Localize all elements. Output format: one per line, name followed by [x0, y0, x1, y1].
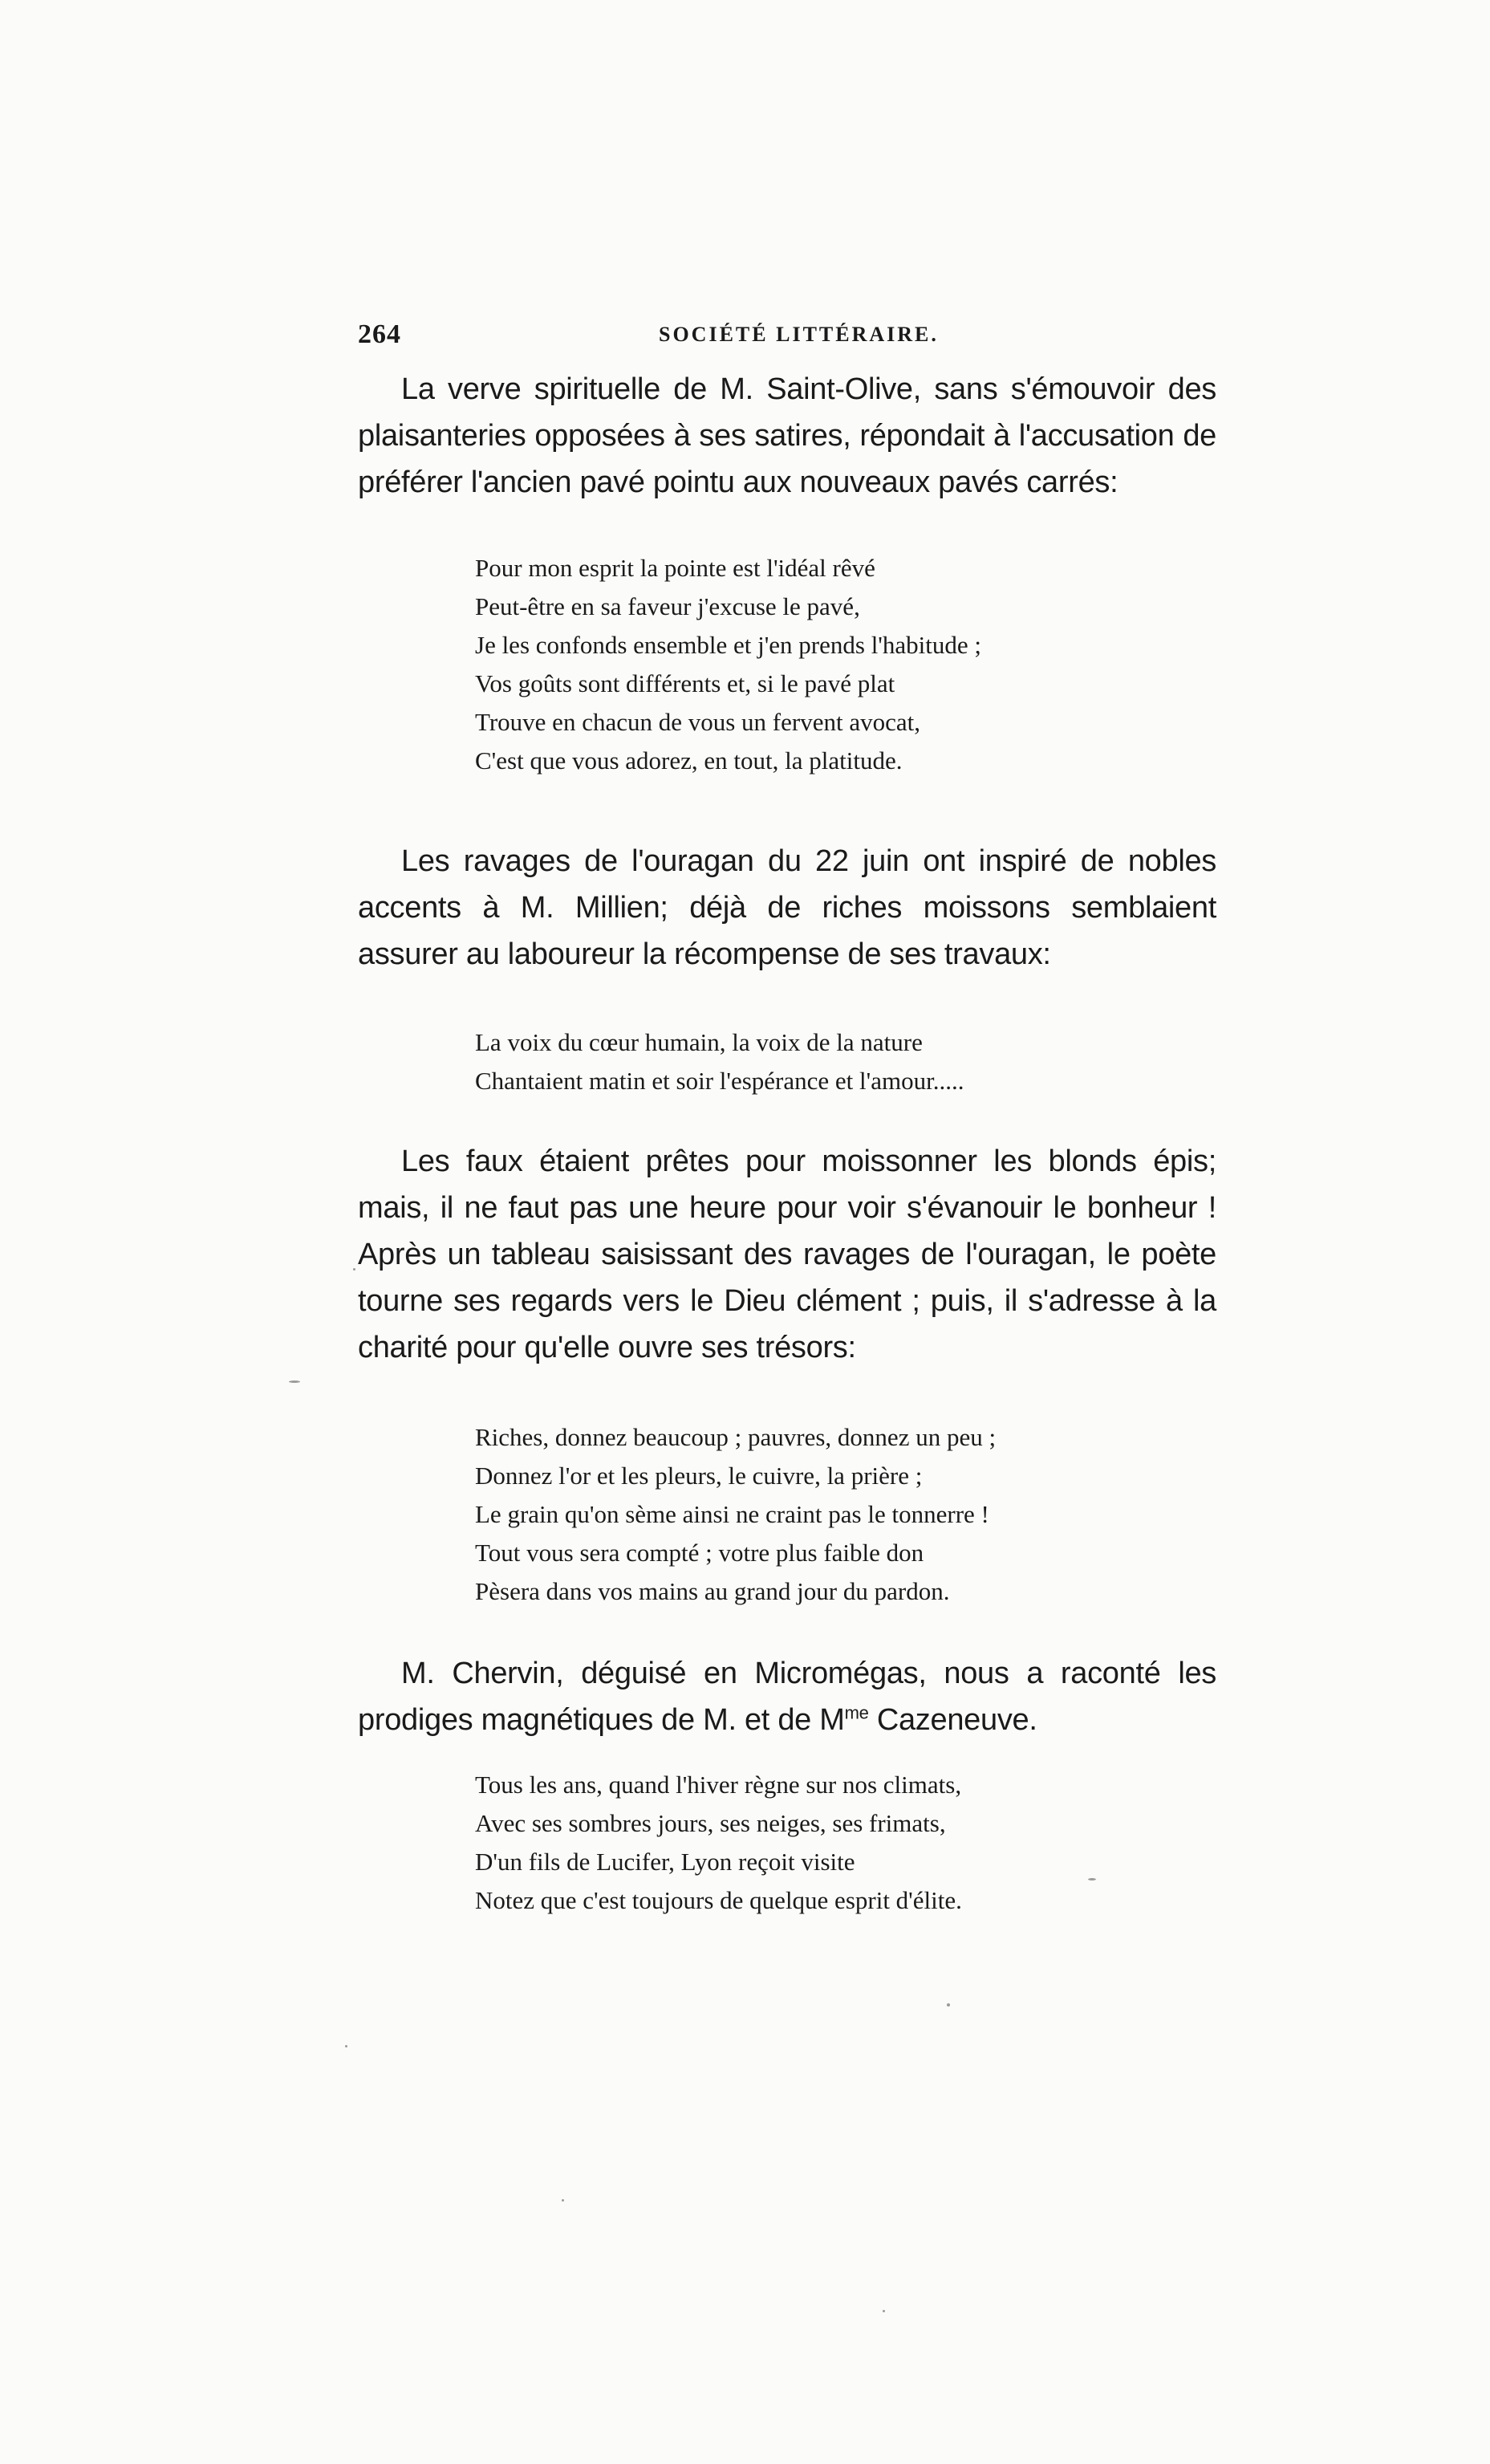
verse-block-nature: [475, 1023, 1165, 1100]
verse-line: Je les confonds ensemble et j'en prends l'habitude ;: [475, 631, 982, 659]
verse-line: C'est que vous adorez, en tout, la platitude.: [475, 746, 903, 775]
verse-line: Vos goûts sont différents et, si le pavé plat: [475, 669, 895, 697]
verse-block-lucifer: [475, 1766, 1165, 1920]
verse-block-charite: [475, 1418, 1165, 1611]
print-speck: [1088, 1878, 1096, 1881]
verse-line: Trouve en chacun de vous un fervent avocat,: [475, 708, 920, 736]
verse-line: La voix du cœur humain, la voix de la nature: [475, 1028, 923, 1056]
paragraph-saint-olive: La verve spirituelle de M. Saint-Olive, sans s'émouvoir des plaisanteries opposées à ses satires, répondait à l'accusation de préférer l'ancien pavé pointu aux nouveaux pavés carrés:: [358, 372, 1216, 499]
verse-line: Pèsera dans vos mains au grand jour du pardon.: [475, 1577, 950, 1605]
verse-line: Pour mon esprit la pointe est l'idéal rêvé: [475, 554, 875, 582]
print-speck: [345, 2045, 347, 2047]
verse-line: Donnez l'or et les pleurs, le cuivre, la prière ;: [475, 1462, 923, 1490]
verse-line: Tout vous sera compté ; votre plus faible don: [475, 1539, 924, 1567]
print-speck: [353, 1268, 355, 1271]
page-number: 264: [358, 319, 401, 349]
verse-line: Tous les ans, quand l'hiver règne sur nos climats,: [475, 1771, 962, 1799]
paragraph-ouragan: Les ravages de l'ouragan du 22 juin ont inspiré de nobles accents à M. Millien; déjà de riches moissons semblaient assurer au laboureur la récompense de ses travaux:: [358, 844, 1216, 971]
verse-line: Chantaient matin et soir l'espérance et l'amour.....: [475, 1067, 964, 1095]
verse-line: Le grain qu'on sème ainsi ne craint pas le tonnerre !: [475, 1500, 989, 1528]
paragraph-chervin: [358, 1650, 1216, 1743]
verse-line: Notez que c'est toujours de quelque esprit d'élite.: [475, 1886, 962, 1914]
print-speck: [562, 2199, 564, 2202]
paragraph-text: Cazeneuve.: [868, 1703, 1037, 1737]
print-speck: [883, 2310, 885, 2312]
paragraph-moisson: Les faux étaient prêtes pour moissonner les blonds épis; mais, il ne faut pas une heure pour voir s'évanouir le bonheur ! Après un tableau saisissant des ravages de l'ouragan, le poète tourne ses regards vers le Dieu clément ; puis, il s'adresse à la charité pour qu'elle ouvre ses trésors:: [358, 1145, 1216, 1364]
superscript: me: [844, 1702, 869, 1723]
page-header: [358, 319, 1216, 352]
verse-line: Riches, donnez beaucoup ; pauvres, donnez un peu ;: [475, 1423, 997, 1451]
print-speck: [289, 1380, 300, 1383]
print-speck: [947, 2003, 950, 2007]
paragraph-text: M. Chervin, déguisé en Micromégas, nous a raconté les prodiges magnétiques de M. et de M: [358, 1657, 1216, 1737]
verse-line: Avec ses sombres jours, ses neiges, ses frimats,: [475, 1809, 946, 1837]
verse-block-pave: [475, 549, 1165, 780]
verse-line: Peut-être en sa faveur j'excuse le pavé,: [475, 592, 860, 620]
running-head: SOCIÉTÉ LITTÉRAIRE.: [659, 323, 939, 346]
verse-line: D'un fils de Lucifer, Lyon reçoit visite: [475, 1848, 855, 1876]
